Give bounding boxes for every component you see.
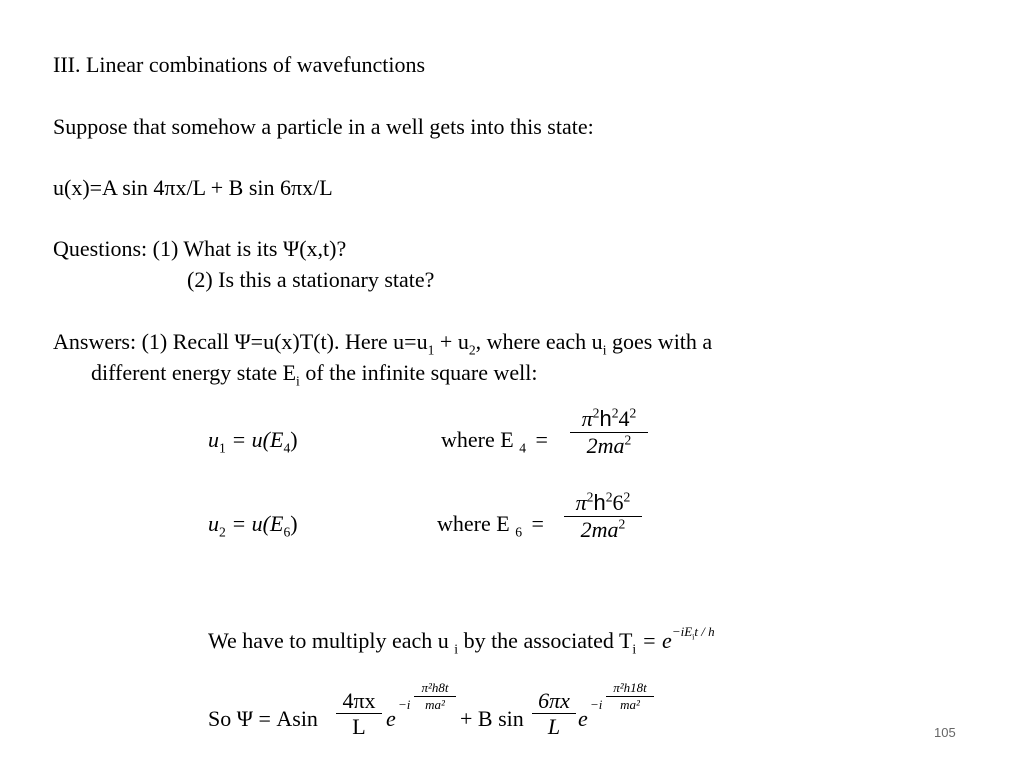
eq2-h-sup: 2 (605, 489, 613, 505)
multiply-text: We have to multiply each u (208, 628, 449, 653)
multiply-exp-end: t / h (694, 623, 715, 639)
eq1-h: h (599, 406, 612, 431)
answer-1-end: goes with a (606, 329, 713, 354)
answer-2-subi: i (296, 373, 300, 389)
answer-line-1 (53, 329, 713, 358)
answer-2-end: of the infinite square well: (299, 360, 538, 385)
eq1-den: 2ma (586, 433, 625, 458)
eq2-lhs (208, 511, 298, 540)
final-e1-num: π²h8t (421, 680, 449, 695)
answer-1-prefix: Answers: (1) Recall Ψ=u(x)T(t). Here u=u (53, 329, 428, 354)
multiply-e: = e (636, 628, 672, 653)
eq2-u: u (208, 511, 219, 536)
eq1-where-sub: 4 (519, 440, 526, 456)
eq2-where (437, 511, 544, 540)
multiply-line (208, 623, 715, 657)
final-e1: e (386, 706, 396, 731)
multiply-T-sub: i (632, 641, 637, 657)
eq1-where (441, 427, 548, 456)
eq2-n: 6 (612, 490, 624, 515)
eq2-h: h (593, 490, 606, 515)
eq2-numerator (564, 490, 642, 516)
eq1-h-sup: 2 (611, 405, 619, 421)
final-e1-frac (414, 680, 456, 713)
final-plus-b: + B sin (460, 706, 524, 731)
eq2-denominator (564, 517, 642, 543)
multiply-exp: −iE (671, 623, 693, 639)
eq1-n: 4 (618, 406, 630, 431)
answer-2-prefix: different energy state E (91, 360, 297, 385)
eq1-lhs (208, 427, 298, 456)
final-frac2-num: 6πx (538, 688, 570, 713)
eq2-where-text: where E (437, 511, 510, 536)
eq2-mid: = u( (225, 511, 270, 536)
eq2-E: E (269, 511, 284, 536)
eq1-u: u (208, 427, 219, 452)
eq2-den-sup: 2 (618, 516, 626, 532)
eq1-where-text: where E (441, 427, 514, 452)
multiply-exponent (671, 623, 715, 642)
final-frac1-num: 4πx (342, 688, 376, 713)
final-e2-den: ma² (620, 697, 640, 712)
eq1-numerator (570, 406, 648, 432)
answer-1-subi: i (602, 342, 607, 358)
eq2-u-sub: 2 (219, 524, 226, 540)
final-e2-num: π²h18t (613, 680, 647, 695)
multiply-sub: i (454, 641, 459, 657)
eq1-u-sub: 1 (219, 440, 226, 456)
eq2-pi-sup: 2 (586, 489, 594, 505)
eq1-pi-sup: 2 (592, 405, 600, 421)
final-e2: e (578, 706, 588, 731)
final-prefix: So Ψ = Asin (208, 706, 318, 731)
answer-1-sub1: 1 (427, 342, 435, 358)
final-frac1-den: L (352, 714, 366, 739)
eq1-mid: = u( (225, 427, 270, 452)
final-frac2-den: L (547, 714, 561, 739)
eq2-n-sup: 2 (623, 489, 631, 505)
eq2-where-sub: 6 (515, 524, 522, 540)
eq2-equals: = (531, 511, 544, 536)
eq1-close: ) (290, 427, 298, 452)
final-e1-sign: −i (398, 697, 411, 712)
multiply-exp-sub: i (692, 632, 695, 642)
final-frac2 (532, 688, 576, 739)
eq1-E: E (269, 427, 284, 452)
eq1-denominator (570, 433, 648, 459)
eq2-close: ) (290, 511, 298, 536)
question-1: Questions: (1) What is its Ψ(x,t)? (53, 236, 347, 261)
eq1-n-sup: 2 (629, 405, 637, 421)
final-e1-den: ma² (425, 697, 445, 712)
eq2-E-sub: 6 (283, 524, 291, 540)
eq1-den-sup: 2 (624, 432, 632, 448)
answer-1-plus: + u (434, 329, 469, 354)
state-equation: u(x)=A sin 4πx/L + B sin 6πx/L (53, 175, 333, 200)
final-e2-frac (606, 680, 654, 713)
eq2-fraction (564, 490, 642, 543)
answer-line-2 (91, 360, 538, 389)
final-frac1 (336, 688, 382, 739)
answer-1-sub2: 2 (468, 342, 476, 358)
answer-1-mid: , where each u (475, 329, 603, 354)
eq2-pi: π (575, 490, 587, 515)
slide-number: 105 (934, 725, 956, 740)
eq1-pi: π (581, 406, 593, 431)
multiply-text2: by the associated T (463, 628, 633, 653)
eq2-den: 2ma (580, 517, 619, 542)
slide-title: III. Linear combinations of wavefunctions (53, 52, 426, 77)
eq1-E-sub: 4 (283, 440, 291, 456)
question-2: (2) Is this a stationary state? (187, 267, 435, 292)
eq1-fraction (570, 406, 648, 459)
final-e2-sign: −i (590, 697, 603, 712)
intro-text: Suppose that somehow a particle in a well gets into this state: (53, 114, 594, 139)
eq1-equals: = (535, 427, 548, 452)
